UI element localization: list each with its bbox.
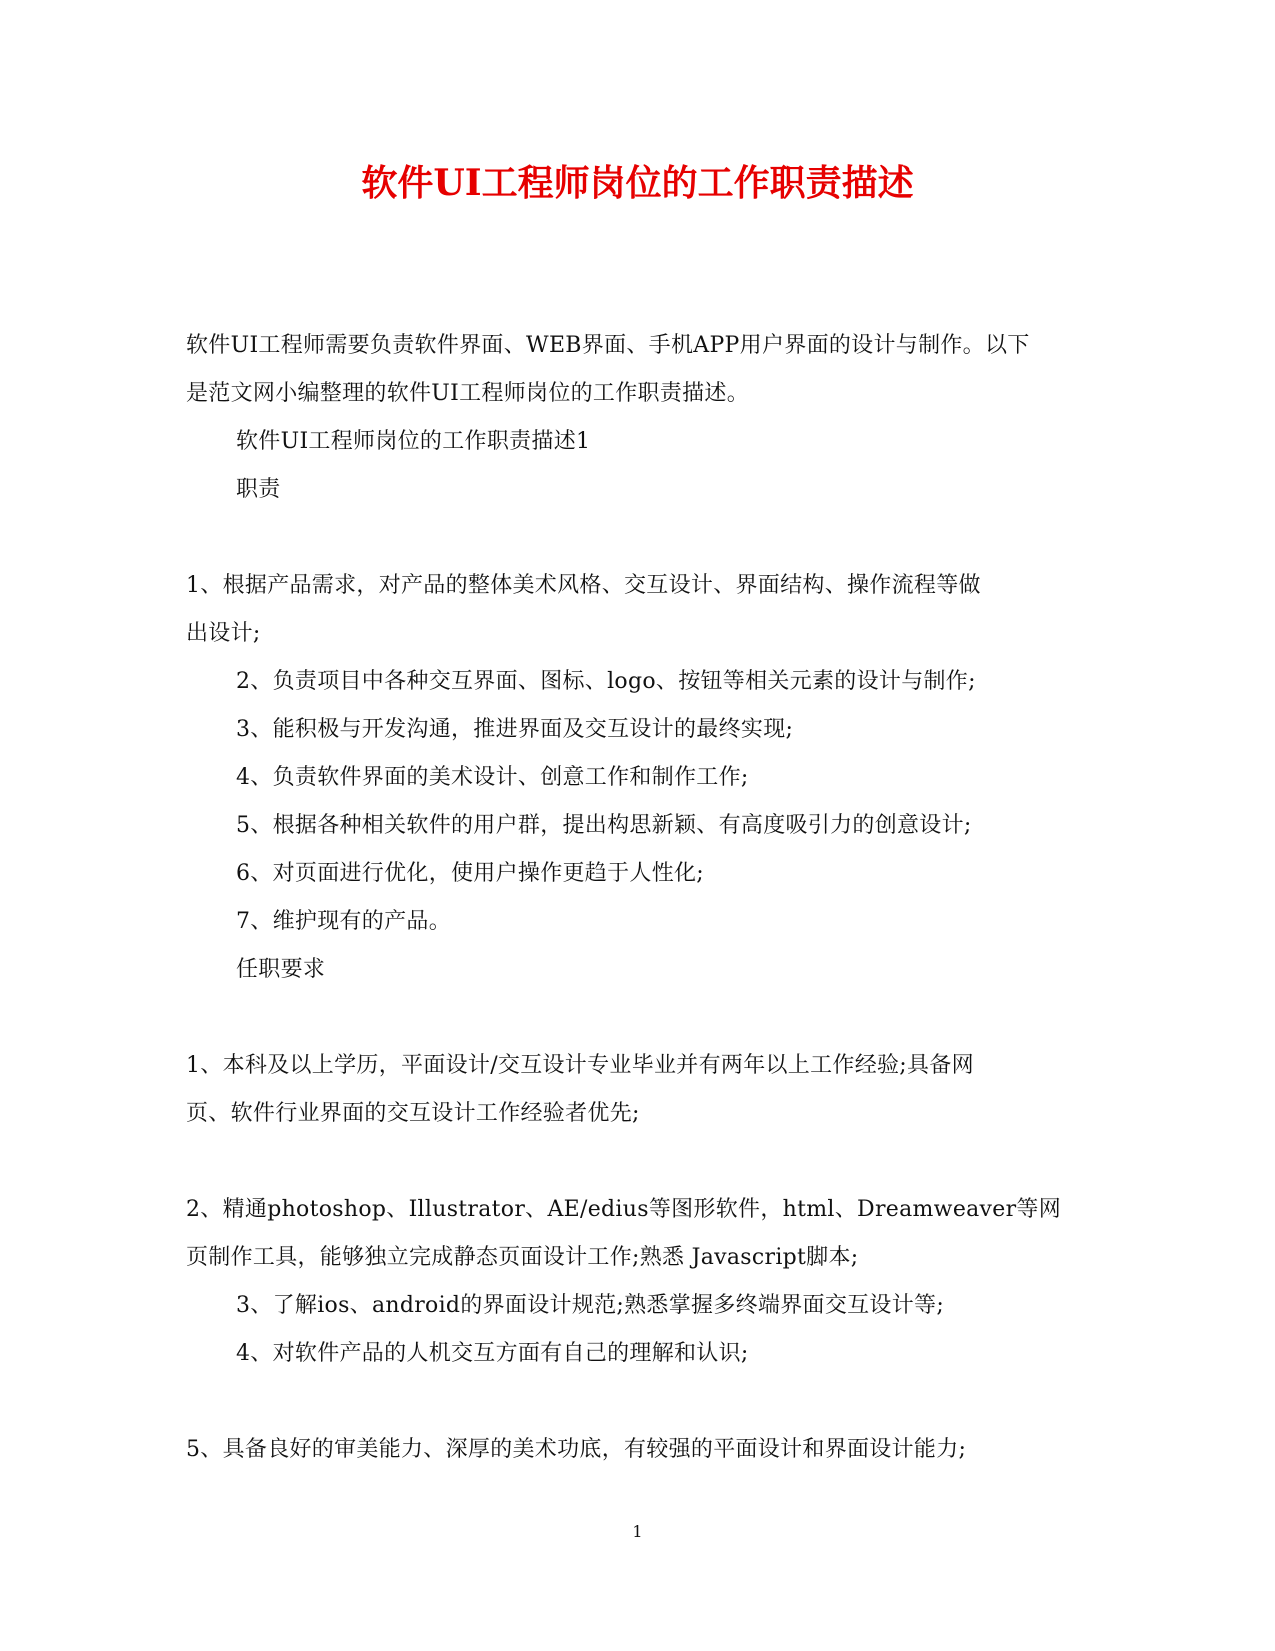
requirement-2-line-2: 页制作工具，能够独立完成静态页面设计工作;熟悉 Javascript脚本;	[186, 1245, 859, 1270]
intro-line-1: 软件UI工程师需要负责软件界面、WEB界面、手机APP用户界面的设计与制作。以下	[186, 333, 1030, 358]
duties-heading: 职责	[236, 477, 281, 502]
requirement-1-line-2: 页、软件行业界面的交互设计工作经验者优先;	[186, 1101, 640, 1126]
requirement-2-line-1: 2、精通photoshop、Illustrator、AE/edius等图形软件，html、Dreamweaver等网	[186, 1197, 1062, 1222]
requirement-4: 4、对软件产品的人机交互方面有自己的理解和认识;	[236, 1341, 749, 1366]
duty-7: 7、维护现有的产品。	[236, 909, 451, 934]
intro-line-2: 是范文网小编整理的软件UI工程师岗位的工作职责描述。	[186, 381, 750, 406]
duty-2: 2、负责项目中各种交互界面、图标、logo、按钮等相关元素的设计与制作;	[236, 669, 976, 694]
requirement-3: 3、了解ios、android的界面设计规范;熟悉掌握多终端界面交互设计等;	[236, 1293, 945, 1318]
duty-6: 6、对页面进行优化，使用户操作更趋于人性化;	[236, 861, 705, 886]
duty-4: 4、负责软件界面的美术设计、创意工作和制作工作;	[236, 765, 749, 790]
document-title: 软件UI工程师岗位的工作职责描述	[361, 162, 914, 204]
paragraph-gap	[186, 1378, 1086, 1426]
document-body	[186, 322, 1086, 1474]
requirement-5: 5、具备良好的审美能力、深厚的美术功底，有较强的平面设计和界面设计能力;	[186, 1437, 967, 1462]
duty-1-line-2: 出设计;	[186, 621, 261, 646]
paragraph-gap	[186, 514, 1086, 562]
section-heading: 软件UI工程师岗位的工作职责描述1	[236, 429, 591, 454]
requirement-1-line-1: 1、本科及以上学历，平面设计/交互设计专业毕业并有两年以上工作经验;具备网	[186, 1053, 974, 1078]
duty-1-line-1: 1、根据产品需求，对产品的整体美术风格、交互设计、界面结构、操作流程等做	[186, 573, 981, 598]
duty-5: 5、根据各种相关软件的用户群，提出构思新颖、有高度吸引力的创意设计;	[236, 813, 972, 838]
requirements-heading: 任职要求	[236, 957, 326, 982]
duty-3: 3、能积极与开发沟通，推进界面及交互设计的最终实现;	[236, 717, 794, 742]
paragraph-gap	[186, 1138, 1086, 1186]
paragraph-gap	[186, 994, 1086, 1042]
page-number: 1	[632, 1522, 643, 1541]
